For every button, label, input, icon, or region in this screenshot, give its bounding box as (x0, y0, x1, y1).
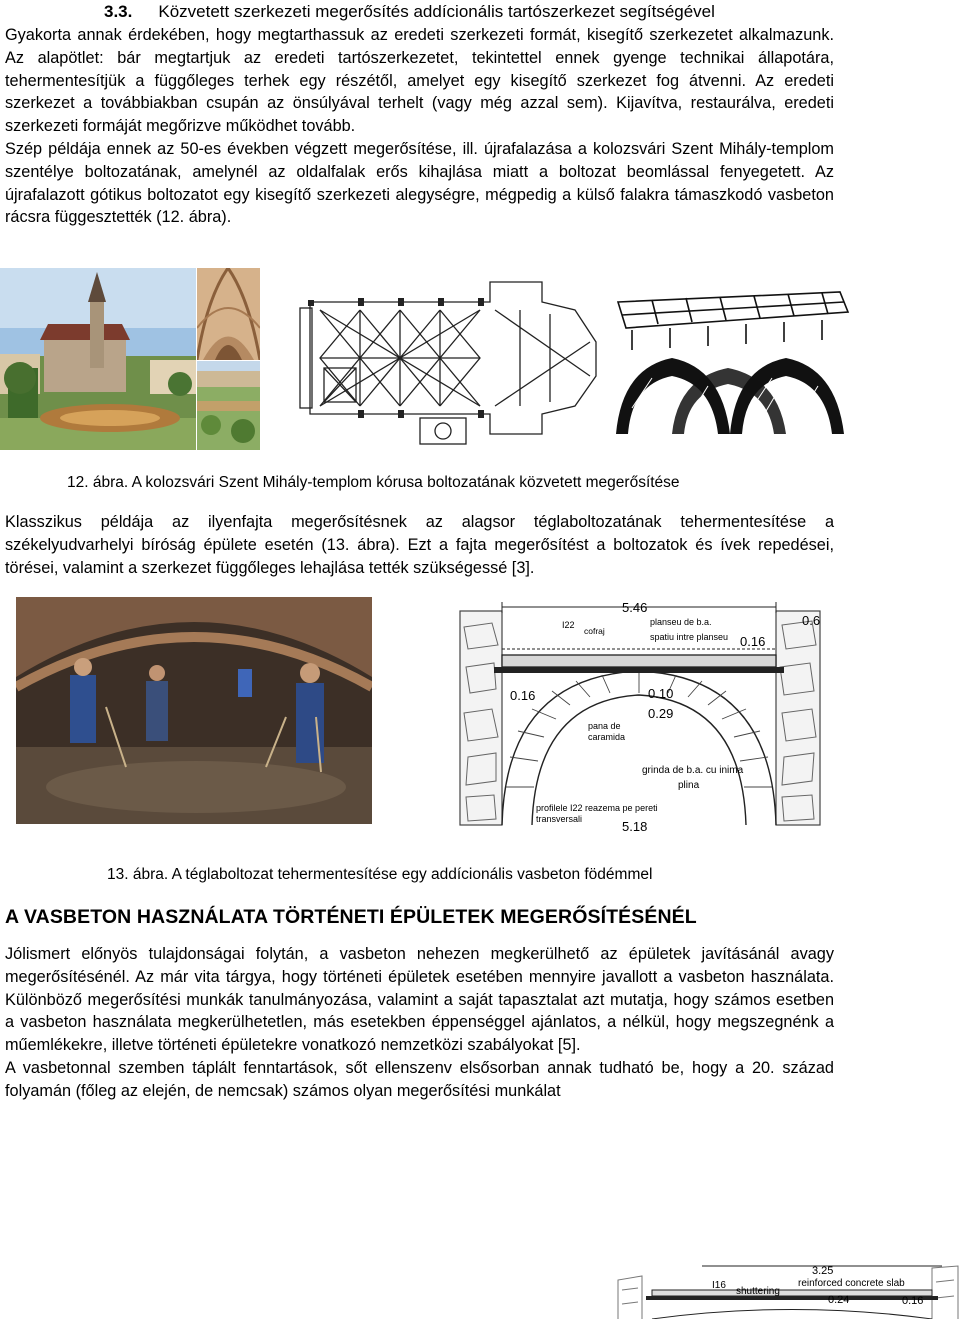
corner-label-reinforced: reinforced concrete slab (798, 1278, 905, 1289)
label-profile: profilele I22 reazema pe pereti (536, 803, 658, 813)
dim-016-right: 0.16 (740, 634, 766, 649)
dim-029: 0.29 (648, 706, 674, 721)
dim-06: 0.6 (802, 613, 821, 628)
corner-label-shuttering: shuttering (736, 1286, 780, 1297)
intro-text (5, 24, 834, 229)
dim-span-top: 5.46 (622, 600, 648, 615)
main-section-title: A VASBETON HASZNÁLATA TÖRTÉNETI ÉPÜLETEK MEGERŐSÍTÉSÉNÉL (5, 906, 697, 928)
corner-dim-016: 0.16 (902, 1295, 924, 1307)
corner-drawing-fragment (612, 1260, 960, 1319)
dim-010: 0.10 (648, 686, 674, 701)
vault-plan-drawing (280, 270, 605, 448)
figure-13-intro-text (5, 511, 834, 579)
corner-dim-024: 0.24 (828, 1294, 850, 1306)
section-number: 3.3. (104, 2, 133, 21)
figure-12-caption: 12. ábra. A kolozsvári Szent Mihály-templom kórusa boltozatának közvetett megerősítése (67, 474, 680, 491)
vault-axonometric-drawing (612, 288, 854, 436)
label-pana: pana de (588, 721, 621, 731)
intro-paragraph-2: Szép példája ennek az 50-es években végzett megerősítése, ill. újrafalazása a kolozsvári Szent Mihály-templom szentélye boltozatának, amelynél az oldalfalak erős kihajlása miatt a boltozat beomlással fenyegetett. Az újrafalazott gótikus boltozatot egy kisegítő szerkezeti alegységre, mégpedig a külső falakra támaszkodó vasbeton rácsra függesztették (12. ábra). (5, 139, 834, 227)
dim-span-bottom: 5.18 (622, 819, 648, 834)
main-paragraph-2: A vasbetonnal szemben táplált fenntartások, sőt ellenszenv elsősorban annak tudható be, hogy a 20. század folyamán (főleg az elején, de nemcsak) számos olyan megerősítési munkálat (5, 1058, 834, 1100)
label-planseu: planseu de b.a. (650, 617, 712, 627)
label-spatiu: spatiu intre planseu (650, 632, 729, 642)
label-i22: I22 (562, 620, 575, 630)
label-plina: plina (678, 780, 700, 791)
section-heading (104, 2, 944, 21)
dim-016-left: 0.16 (510, 688, 536, 703)
figure-13-caption: 13. ábra. A téglaboltozat tehermentesítése egy addícionális vasbeton födémmel (107, 866, 653, 883)
arch-section-drawing (452, 597, 829, 834)
main-paragraph-1: Jólismert előnyös tulajdonságai folytán, a vasbeton nehezen megkerülhető az épületek javításánál avagy megerősítésénél. Az már vita tárgya, hogy történeti épületek esetében mennyire javallott a vasbeton használata. Különböző megerősítési munkák tanulmányozása, valamint a saját tapasztalat azt mutatja, hogy számos esetben a vasbeton használata megkerülhetetlen, más esetekben éppenséggel ajánlatos, a nélkül, hogy megszegnénk a műemlékekre, illetve történeti épületekre vonatkozó nemzetközi szabályokat [5]. (5, 945, 834, 1055)
label-grinda: grinda de b.a. cu inima (642, 765, 744, 776)
vault-interior-photo (197, 268, 260, 360)
section-title: Közvetett szerkezeti megerősítés addícionális tartószerkezet segítségével (158, 2, 715, 21)
corner-dim-325: 3.25 (812, 1265, 834, 1277)
label-transversali: transversali (536, 814, 583, 824)
corner-label-i16: I16 (712, 1280, 726, 1291)
church-photo (0, 268, 196, 450)
label-cofraj: cofraj (584, 626, 605, 636)
figure-13-paragraph: Klasszikus példája az ilyenfajta megerősítésnek az alagsor téglaboltozatának tehermentesítése a székelyudvarhelyi bíróság épülete esetén (13. ábra). Ezt a fajta megerősítést a boltozatok és ívek repedései, törései, valamint a szerkezet függőleges lehajlása tették szükségessé [3]. (5, 513, 834, 577)
cellar-work-photo (16, 597, 372, 824)
label-caramida: caramida (588, 732, 626, 742)
main-section-text (5, 943, 834, 1103)
intro-paragraph-1: Gyakorta annak érdekében, hogy megtarthassuk az eredeti szerkezeti formát, kisegítő szerkezetet alkalmazunk. Az alapötlet: bár megtartjuk az eredeti tartószerkezetet, tekintettel ennek gyenge technikai állapotára, tehermentesítjük a függőleges terhek egy részétől, amelyet egy kisegítő szerkezet fog átvenni. Az eredeti szerkezet a továbbiakban csupán az önsúlyával terhelt (vagy még azzal sem). Kijavítva, restaurálva, eredeti szerkezeti formáját megőrizve működhet tovább. (5, 26, 834, 136)
garden-photo (197, 361, 260, 450)
